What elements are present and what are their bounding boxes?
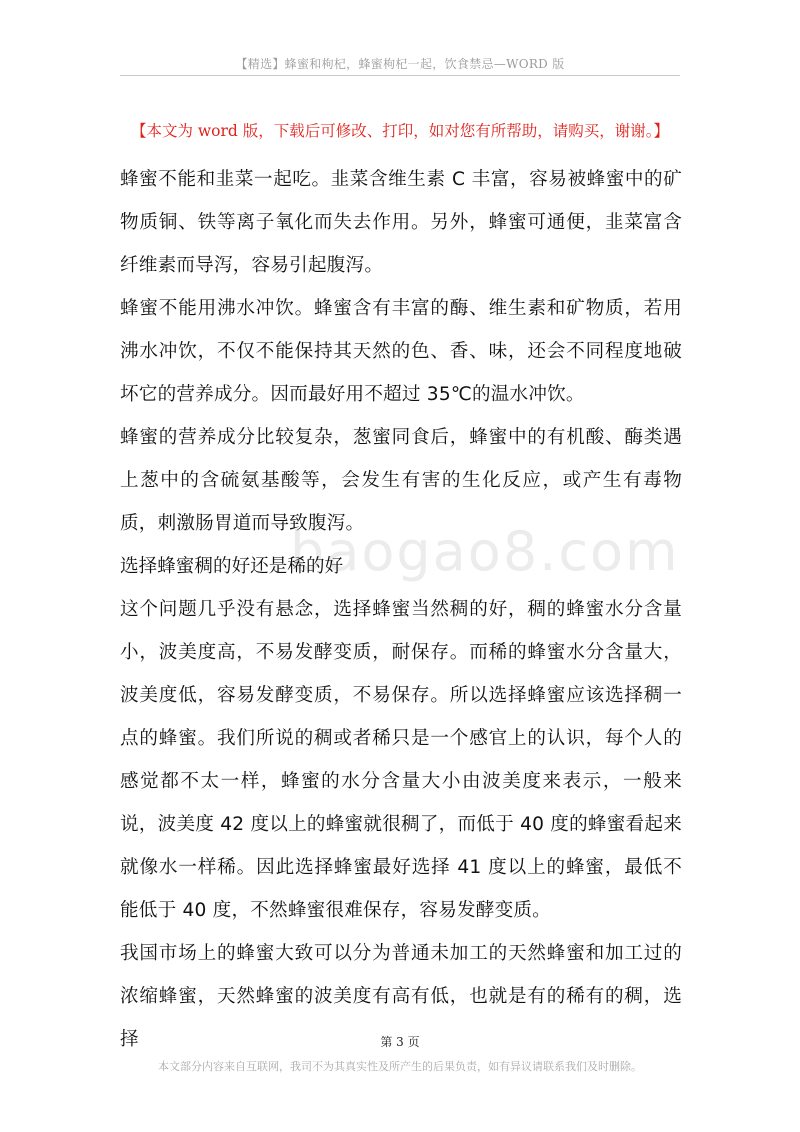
watermark-text: baogao8.com xyxy=(290,520,680,583)
paragraph-scallion: 蜂蜜的营养成分比较复杂，葱蜜同食后，蜂蜜中的有机酸、酶类遇上葱中的含硫氨基酸等，会发生有害的生化反应，或产生有毒物质，刺激肠胃道而导致腹泻。 xyxy=(120,427,682,534)
page-number: 第 3 页 xyxy=(380,1035,420,1049)
paragraph-leek: 蜂蜜不能和韭菜一起吃。韭菜含维生素 C 丰富，容易被蜂蜜中的矿物质铜、铁等离子氧化而失去作用。另外，蜂蜜可通便，韭菜富含纤维素而导泻，容易引起腹泻。 xyxy=(120,169,682,276)
purchase-notice: 【本文为 word 版，下载后可修改、打印，如对您有所帮助，请购买，谢谢。】 xyxy=(130,122,670,140)
paragraph-boiling-water: 蜂蜜不能用沸水冲饮。蜂蜜含有丰富的酶、维生素和矿物质，若用沸水冲饮，不仅不能保持其天然的色、香、味，还会不同程度地破坏它的营养成分。因而最好用不超过 35℃的温水冲饮。 xyxy=(120,298,682,405)
paragraph-market: 我国市场上的蜂蜜大致可以分为普通未加工的天然蜂蜜和加工过的浓缩蜂蜜，天然蜂蜜的波美度有高有低，也就是有的稀有的稠，选择 xyxy=(120,943,682,1050)
document-body xyxy=(120,158,682,1061)
document-header: 【精选】蜂蜜和枸杞，蜂蜜枸杞一起，饮食禁忌—WORD 版 xyxy=(235,57,565,71)
paragraph-thickness: 这个问题几乎没有悬念，选择蜂蜜当然稠的好，稠的蜂蜜水分含量小，波美度高，不易发酵变质，耐保存。而稀的蜂蜜水分含量大，波美度低，容易发酵变质，不易保存。所以选择蜂蜜应该选择稠一点的蜂蜜。我们所说的稠或者稀只是一个感官上的认识，每个人的感觉都不太一样，蜂蜜的水分含量大小由波美度来表示，一般来说，波美度 42 度以上的蜂蜜就很稠了，而低于 40 度的蜂蜜看起来就像水一样稀。因此选择蜂蜜最好选择 41 度以上的蜂蜜，最低不能低于 40 度，不然蜂蜜很难保存，容易发酵变质。 xyxy=(120,599,682,921)
document-footer: 本文部分内容来自互联网，我司不为其真实性及所产生的后果负责，如有异议请联系我们及时删除。 xyxy=(158,1060,642,1073)
header-divider xyxy=(120,75,680,76)
section-heading: 选择蜂蜜稠的好还是稀的好 xyxy=(120,556,344,577)
